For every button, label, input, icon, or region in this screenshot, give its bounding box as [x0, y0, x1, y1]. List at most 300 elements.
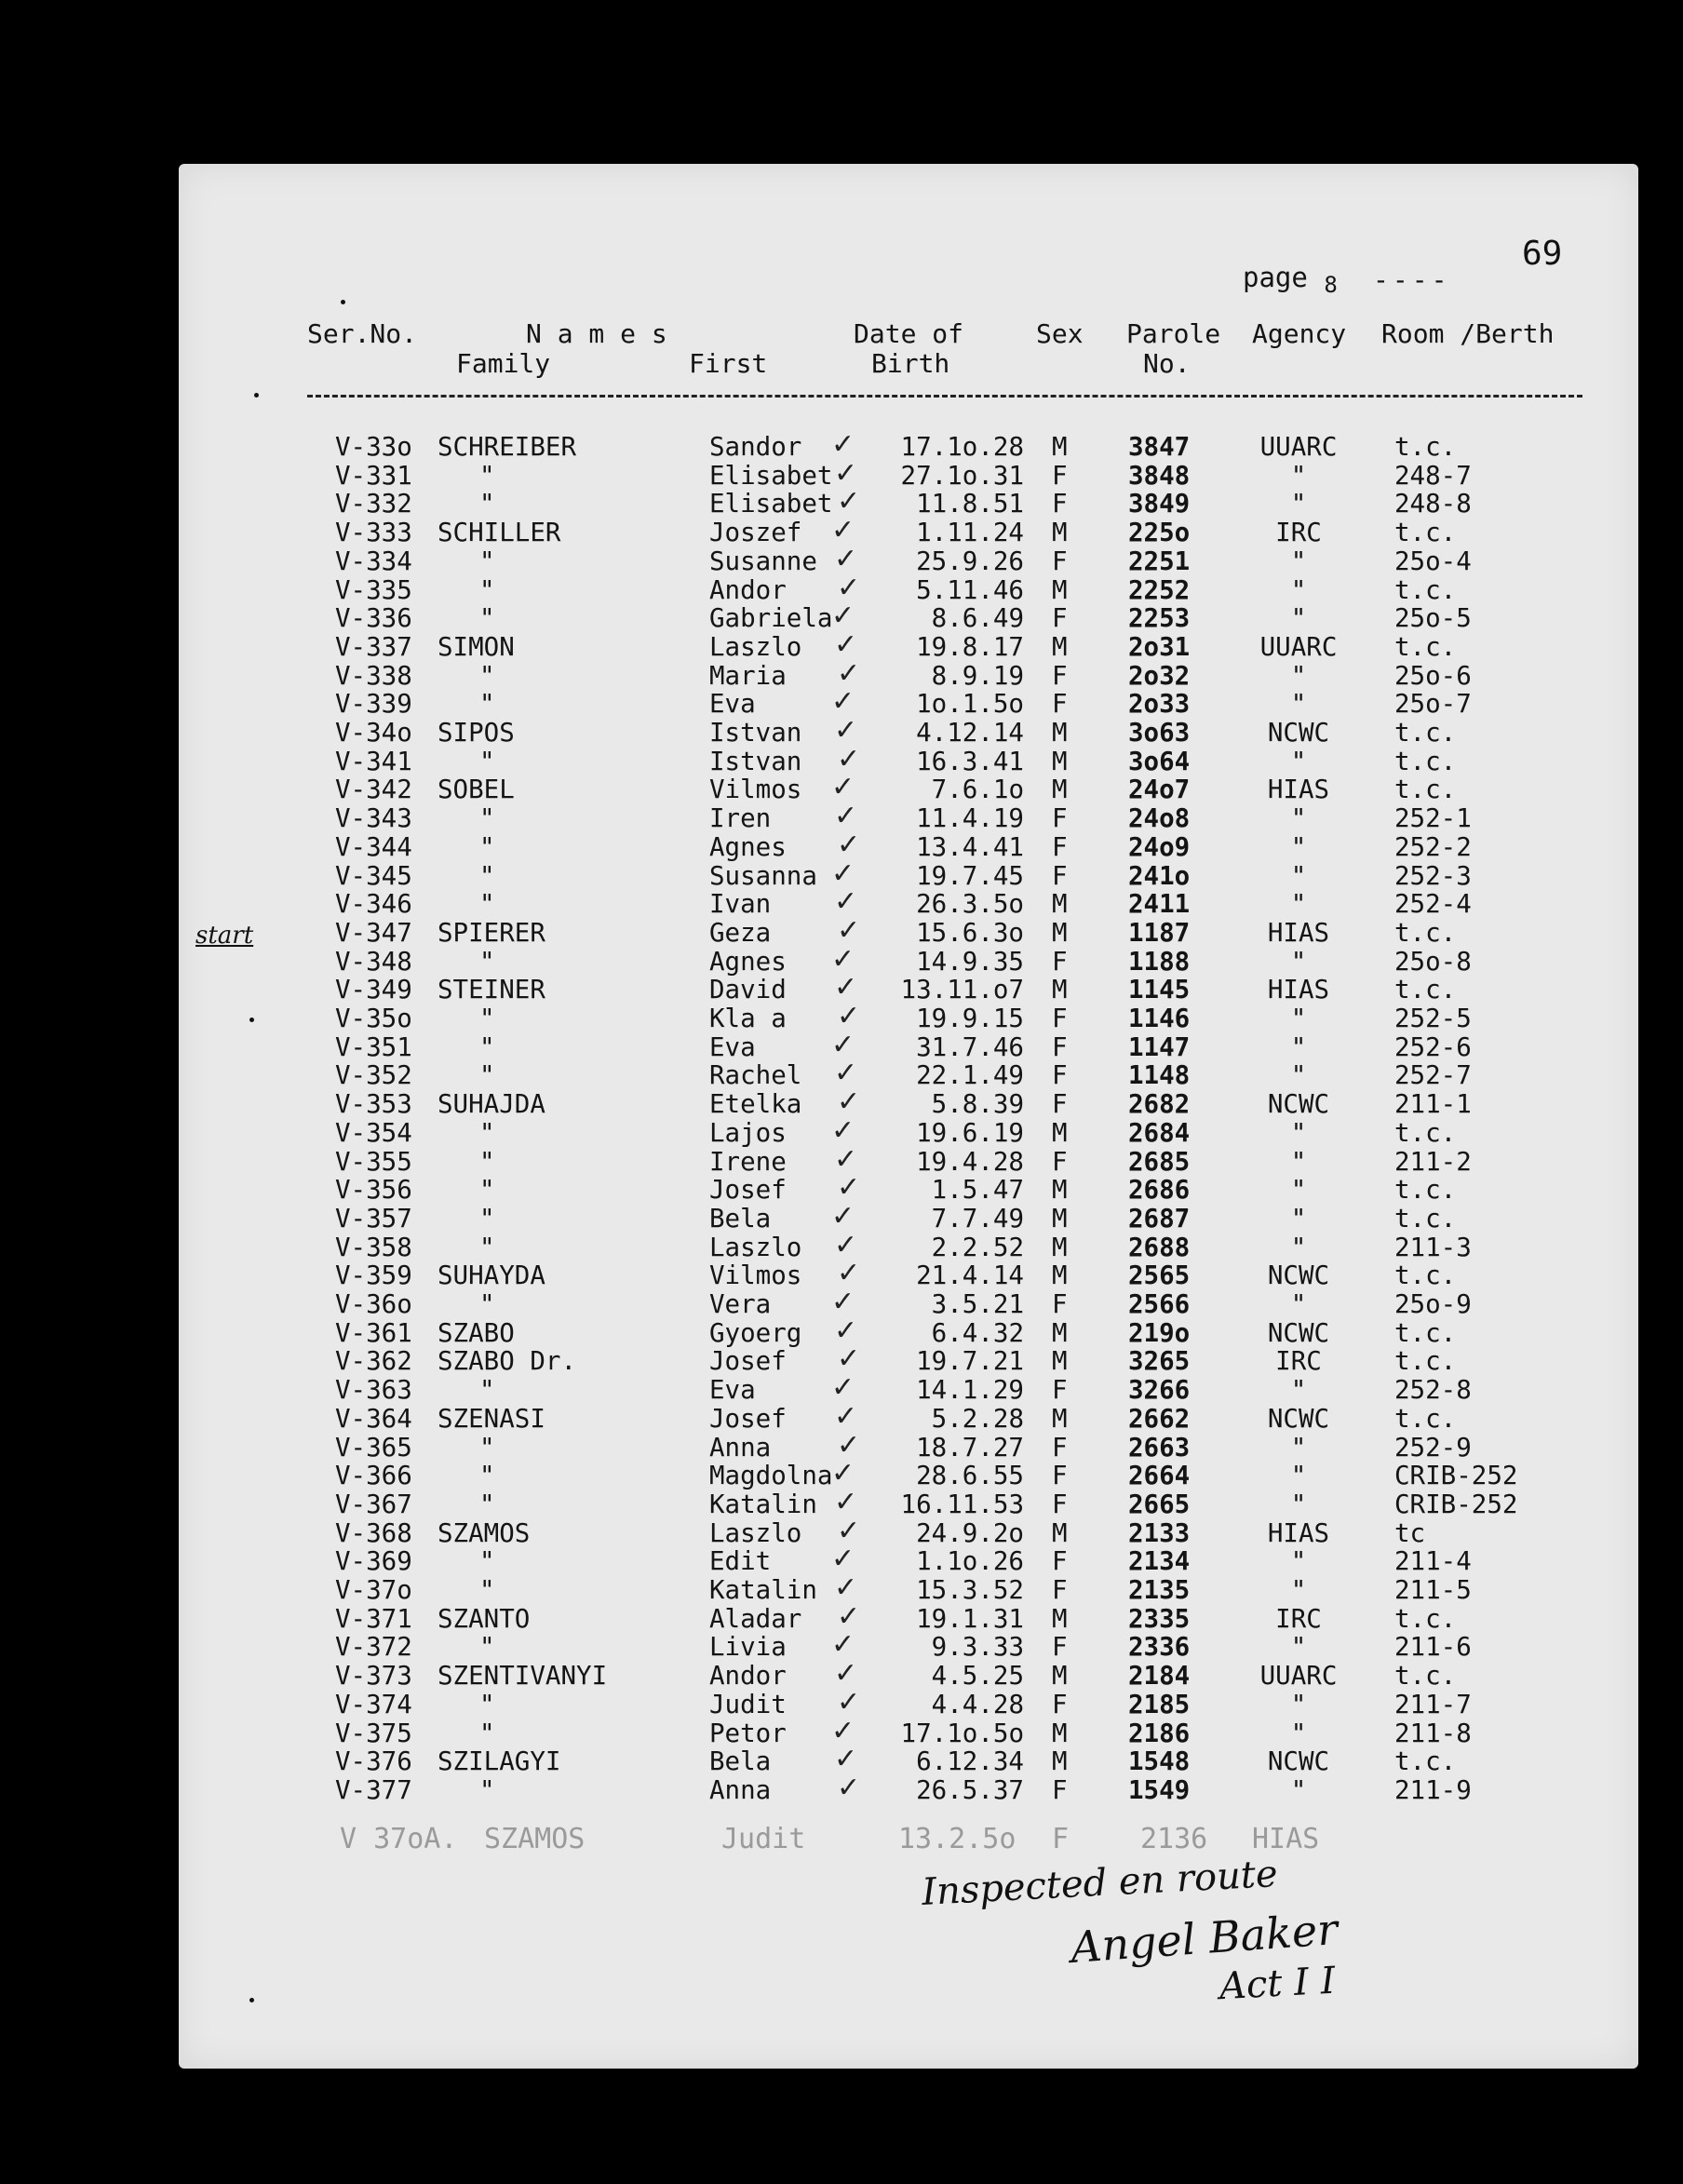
row-sex: M: [1052, 574, 1068, 605]
check-mark-icon: ✓: [834, 1142, 858, 1176]
row-agency: ": [1290, 860, 1307, 891]
row-ser-no: V-376: [335, 1746, 412, 1777]
row-agency: UUARC: [1259, 631, 1338, 662]
row-family-name: ": [479, 889, 495, 920]
row-family-name: ": [479, 1575, 495, 1605]
row-sex: F: [1052, 1575, 1068, 1605]
row-parole-no: 1549: [1128, 1774, 1191, 1805]
row-agency: ": [1290, 689, 1307, 720]
row-first-name: Elisabet: [709, 489, 833, 519]
row-parole-no: 1188: [1128, 946, 1191, 977]
row-agency: ": [1290, 1004, 1307, 1033]
page-label: [1243, 262, 1338, 298]
row-first-name: Livia: [709, 1632, 787, 1663]
pencil-row-family: SZAMOS: [484, 1823, 586, 1855]
row-parole-no: 2186: [1128, 1718, 1191, 1748]
row-ser-no: V-365: [335, 1432, 412, 1463]
check-mark-icon: ✓: [831, 856, 855, 890]
row-sex: M: [1052, 1661, 1068, 1692]
row-ser-no: V-349: [335, 975, 412, 1005]
row-family-name: ": [479, 689, 495, 720]
row-agency: IRC: [1275, 518, 1322, 548]
row-family-name: ": [479, 1004, 495, 1033]
row-ser-no: V-364: [335, 1403, 412, 1434]
row-date-of-birth: 5.2.28: [931, 1403, 1024, 1434]
check-mark-icon: ✓: [837, 1599, 861, 1633]
row-parole-no: 1146: [1128, 1004, 1191, 1033]
row-room-berth: t.c.: [1394, 1346, 1457, 1377]
row-ser-no: V-331: [335, 460, 412, 491]
row-parole-no: 2o33: [1128, 689, 1191, 720]
row-date-of-birth: 16.11.53: [900, 1489, 1024, 1519]
row-first-name: Laszlo: [709, 1517, 802, 1548]
row-agency: NCWC: [1267, 718, 1330, 748]
row-family-name: SZENTIVANYI: [438, 1661, 608, 1692]
row-room-berth: 211-3: [1394, 1232, 1472, 1262]
row-sex: M: [1052, 1261, 1068, 1291]
row-ser-no: V-36o: [335, 1289, 412, 1319]
row-first-name: Eva: [709, 1375, 756, 1406]
row-first-name: Judit: [709, 1689, 787, 1719]
row-ser-no: V-355: [335, 1146, 412, 1177]
row-ser-no: V-334: [335, 546, 412, 576]
row-agency: ": [1290, 574, 1307, 605]
row-date-of-birth: 7.6.1o: [931, 775, 1024, 805]
check-mark-icon: ✓: [831, 600, 855, 633]
row-date-of-birth: 21.4.14: [916, 1261, 1024, 1291]
check-mark-icon: ✓: [831, 1628, 855, 1662]
row-family-name: ": [479, 1718, 495, 1748]
row-first-name: Aladar: [709, 1603, 802, 1634]
row-ser-no: V-354: [335, 1117, 412, 1148]
row-agency: NCWC: [1267, 1746, 1330, 1777]
header-agency: Agency: [1252, 318, 1347, 349]
row-room-berth: t.c.: [1394, 917, 1457, 948]
row-parole-no: 2184: [1128, 1661, 1191, 1692]
row-ser-no: V-375: [335, 1718, 412, 1748]
check-mark-icon: ✓: [837, 913, 861, 947]
row-first-name: Irene: [709, 1146, 787, 1177]
check-mark-icon: ✓: [834, 1571, 858, 1604]
row-parole-no: 2185: [1128, 1689, 1191, 1719]
row-parole-no: 3o63: [1128, 718, 1191, 748]
row-room-berth: 211-5: [1394, 1575, 1472, 1605]
row-agency: ": [1290, 1289, 1307, 1319]
row-family-name: ": [479, 1461, 495, 1491]
row-date-of-birth: 14.1.29: [916, 1375, 1024, 1406]
row-agency: NCWC: [1267, 1089, 1330, 1120]
row-sex: M: [1052, 1603, 1068, 1634]
row-room-berth: 211-9: [1394, 1774, 1472, 1805]
row-ser-no: V-377: [335, 1774, 412, 1805]
check-mark-icon: ✓: [837, 1171, 861, 1205]
row-room-berth: 252-6: [1394, 1031, 1472, 1062]
row-family-name: SPIERER: [438, 917, 545, 948]
row-agency: ": [1290, 1175, 1307, 1206]
row-ser-no: V-367: [335, 1489, 412, 1519]
row-ser-no: V-362: [335, 1346, 412, 1377]
row-parole-no: 2335: [1128, 1603, 1191, 1634]
row-parole-no: 3849: [1128, 489, 1191, 519]
row-sex: F: [1052, 946, 1068, 977]
row-sex: F: [1052, 489, 1068, 519]
row-sex: F: [1052, 689, 1068, 720]
handwritten-inspected: Inspected en route: [921, 1853, 1279, 1914]
row-room-berth: 211-4: [1394, 1546, 1472, 1577]
row-first-name: Geza: [709, 917, 772, 948]
row-ser-no: V-338: [335, 660, 412, 691]
row-parole-no: 2253: [1128, 603, 1191, 634]
row-ser-no: V-337: [335, 631, 412, 662]
row-parole-no: 3266: [1128, 1375, 1191, 1406]
row-ser-no: V-336: [335, 603, 412, 634]
check-mark-icon: ✓: [831, 1714, 855, 1747]
row-room-berth: t.c.: [1394, 1203, 1457, 1234]
row-family-name: ": [479, 574, 495, 605]
row-date-of-birth: 19.7.45: [916, 860, 1024, 891]
row-agency: IRC: [1275, 1603, 1322, 1634]
row-first-name: Petor: [709, 1718, 787, 1748]
row-family-name: ": [479, 1146, 495, 1177]
check-mark-icon: ✓: [837, 1428, 861, 1462]
row-parole-no: 2251: [1128, 546, 1191, 576]
pencil-row-sex: F: [1052, 1823, 1070, 1855]
row-room-berth: 252-2: [1394, 831, 1472, 862]
row-room-berth: 252-9: [1394, 1432, 1472, 1463]
row-first-name: Josef: [709, 1175, 787, 1206]
row-agency: HIAS: [1267, 775, 1330, 805]
row-parole-no: 3847: [1128, 432, 1191, 462]
row-sex: F: [1052, 860, 1068, 891]
header-first: First: [689, 348, 768, 379]
page-of: 8: [1324, 272, 1338, 298]
row-ser-no: V-347: [335, 917, 412, 948]
header-family: Family: [456, 348, 551, 379]
row-agency: ": [1290, 1031, 1307, 1062]
row-parole-no: 2665: [1128, 1489, 1191, 1519]
row-sex: F: [1052, 831, 1068, 862]
row-first-name: Sandor: [709, 432, 802, 462]
row-parole-no: 2o31: [1128, 631, 1191, 662]
row-date-of-birth: 11.4.19: [916, 803, 1024, 834]
row-family-name: ": [479, 460, 495, 491]
row-agency: ": [1290, 1718, 1307, 1748]
row-room-berth: CRIB-252: [1394, 1461, 1518, 1491]
row-sex: M: [1052, 631, 1068, 662]
row-room-berth: 211-2: [1394, 1146, 1472, 1177]
check-mark-icon: ✓: [831, 771, 855, 804]
row-room-berth: t.c.: [1394, 1603, 1457, 1634]
table-row: [0, 1771, 1683, 1805]
row-date-of-birth: 19.8.17: [916, 631, 1024, 662]
row-agency: ": [1290, 1546, 1307, 1577]
check-mark-icon: ✓: [831, 1371, 855, 1405]
row-parole-no: 1187: [1128, 917, 1191, 948]
row-date-of-birth: 5.11.46: [916, 574, 1024, 605]
row-ser-no: V-371: [335, 1603, 412, 1634]
row-ser-no: V-342: [335, 775, 412, 805]
row-sex: F: [1052, 1146, 1068, 1177]
row-agency: ": [1290, 1774, 1307, 1805]
row-parole-no: 2684: [1128, 1117, 1191, 1148]
row-agency: ": [1290, 1232, 1307, 1262]
check-mark-icon: ✓: [831, 942, 855, 976]
check-mark-icon: ✓: [831, 1286, 855, 1318]
header-ser-no: Ser.No.: [307, 318, 418, 349]
row-room-berth: t.c.: [1394, 1746, 1457, 1777]
row-agency: ": [1290, 1432, 1307, 1463]
row-parole-no: 2252: [1128, 574, 1191, 605]
row-family-name: ": [479, 489, 495, 519]
row-room-berth: 211-7: [1394, 1689, 1472, 1719]
row-ser-no: V-351: [335, 1031, 412, 1062]
row-agency: ": [1290, 1203, 1307, 1234]
row-date-of-birth: 19.7.21: [916, 1346, 1024, 1377]
check-mark-icon: ✓: [837, 1514, 861, 1547]
row-ser-no: V-344: [335, 831, 412, 862]
row-parole-no: 2662: [1128, 1403, 1191, 1434]
row-agency: IRC: [1275, 1346, 1322, 1377]
row-first-name: Iren: [709, 803, 772, 834]
row-room-berth: 252-5: [1394, 1004, 1472, 1033]
row-agency: HIAS: [1267, 917, 1330, 948]
row-first-name: Vilmos: [709, 775, 802, 805]
row-family-name: ": [479, 1632, 495, 1663]
row-parole-no: 219o: [1128, 1317, 1191, 1348]
row-agency: HIAS: [1267, 1517, 1330, 1548]
row-ser-no: V-373: [335, 1661, 412, 1692]
check-mark-icon: ✓: [834, 1485, 858, 1518]
row-date-of-birth: 1.1o.26: [916, 1546, 1024, 1577]
scan-speck: [341, 300, 345, 304]
row-family-name: SUHAYDA: [438, 1261, 545, 1291]
header-parole-1: Parole: [1126, 318, 1221, 349]
row-family-name: ": [479, 1689, 495, 1719]
row-parole-no: 2687: [1128, 1203, 1191, 1234]
row-date-of-birth: 6.12.34: [916, 1746, 1024, 1777]
row-family-name: SOBEL: [438, 775, 515, 805]
check-mark-icon: ✓: [834, 1314, 858, 1347]
row-agency: ": [1290, 1375, 1307, 1406]
row-first-name: Josef: [709, 1403, 787, 1434]
row-date-of-birth: 22.1.49: [916, 1060, 1024, 1091]
row-first-name: Lajos: [709, 1117, 787, 1148]
row-date-of-birth: 1.5.47: [931, 1175, 1024, 1206]
row-parole-no: 2686: [1128, 1175, 1191, 1206]
row-sex: F: [1052, 1432, 1068, 1463]
row-sex: F: [1052, 603, 1068, 634]
margin-note-start: start: [195, 922, 254, 950]
row-sex: F: [1052, 1004, 1068, 1033]
row-ser-no: V-348: [335, 946, 412, 977]
header-room-berth: Room /Berth: [1381, 318, 1555, 349]
row-agency: NCWC: [1267, 1403, 1330, 1434]
pencil-row-dob: 13.2.5o: [898, 1823, 1017, 1855]
row-family-name: ": [479, 603, 495, 634]
row-agency: ": [1290, 1489, 1307, 1519]
row-ser-no: V-358: [335, 1232, 412, 1262]
row-first-name: Andor: [709, 574, 787, 605]
row-sex: F: [1052, 1089, 1068, 1120]
row-parole-no: 2411: [1128, 889, 1191, 920]
row-date-of-birth: 15.6.3o: [916, 917, 1024, 948]
row-room-berth: 252-1: [1394, 803, 1472, 834]
row-sex: F: [1052, 1060, 1068, 1091]
row-first-name: Edit: [709, 1546, 772, 1577]
handwritten-signature: Angel Baker: [1069, 1904, 1340, 1973]
row-family-name: SUHAJDA: [438, 1089, 545, 1120]
row-sex: F: [1052, 660, 1068, 691]
row-first-name: Anna: [709, 1432, 772, 1463]
row-parole-no: 2135: [1128, 1575, 1191, 1605]
check-mark-icon: ✓: [834, 1399, 858, 1433]
row-family-name: ": [479, 1117, 495, 1148]
row-date-of-birth: 17.1o.28: [900, 432, 1024, 462]
row-ser-no: V-352: [335, 1060, 412, 1091]
row-room-berth: t.c.: [1394, 1117, 1457, 1148]
row-ser-no: V-368: [335, 1517, 412, 1548]
row-parole-no: 2133: [1128, 1517, 1191, 1548]
row-agency: ": [1290, 803, 1307, 834]
row-sex: M: [1052, 1718, 1068, 1748]
row-family-name: ": [479, 1175, 495, 1206]
row-agency: ": [1290, 1461, 1307, 1491]
row-first-name: Agnes: [709, 831, 787, 862]
row-date-of-birth: 14.9.35: [916, 946, 1024, 977]
row-family-name: ": [479, 1432, 495, 1463]
row-agency: ": [1290, 660, 1307, 691]
header-parole-2: No.: [1143, 348, 1191, 379]
row-first-name: Laszlo: [709, 631, 802, 662]
row-parole-no: 2o32: [1128, 660, 1191, 691]
row-ser-no: V-363: [335, 1375, 412, 1406]
row-sex: F: [1052, 1632, 1068, 1663]
row-first-name: Susanna: [709, 860, 817, 891]
row-parole-no: 24o7: [1128, 775, 1191, 805]
row-sex: M: [1052, 975, 1068, 1005]
row-agency: NCWC: [1267, 1261, 1330, 1291]
row-first-name: Gyoerg: [709, 1317, 802, 1348]
row-family-name: SZENASI: [438, 1403, 545, 1434]
row-parole-no: 2336: [1128, 1632, 1191, 1663]
row-room-berth: 25o-8: [1394, 946, 1472, 977]
row-ser-no: V-366: [335, 1461, 412, 1491]
row-parole-no: 24o9: [1128, 831, 1191, 862]
row-room-berth: 25o-6: [1394, 660, 1472, 691]
row-room-berth: 211-6: [1394, 1632, 1472, 1663]
row-ser-no: V-335: [335, 574, 412, 605]
row-date-of-birth: 13.11.o7: [900, 975, 1024, 1005]
row-agency: ": [1290, 460, 1307, 491]
row-date-of-birth: 4.4.28: [931, 1689, 1024, 1719]
row-first-name: Istvan: [709, 746, 802, 776]
row-first-name: Agnes: [709, 946, 787, 977]
row-room-berth: t.c.: [1394, 1317, 1457, 1348]
row-date-of-birth: 31.7.46: [916, 1031, 1024, 1062]
row-sex: F: [1052, 1461, 1068, 1491]
row-date-of-birth: 8.6.49: [931, 603, 1024, 634]
row-room-berth: 252-3: [1394, 860, 1472, 891]
row-ser-no: V-372: [335, 1632, 412, 1663]
row-agency: UUARC: [1259, 1661, 1338, 1692]
row-ser-no: V-343: [335, 803, 412, 834]
scan-speck: [249, 1018, 254, 1022]
row-ser-no: V-359: [335, 1261, 412, 1291]
row-sex: M: [1052, 1117, 1068, 1148]
row-sex: F: [1052, 1031, 1068, 1062]
row-room-berth: tc: [1394, 1517, 1426, 1548]
check-mark-icon: ✓: [837, 1342, 861, 1376]
row-date-of-birth: 1.11.24: [916, 518, 1024, 548]
row-agency: UUARC: [1259, 432, 1338, 462]
check-mark-icon: ✓: [834, 714, 858, 747]
row-room-berth: t.c.: [1394, 1661, 1457, 1692]
row-room-berth: t.c.: [1394, 518, 1457, 548]
row-date-of-birth: 26.5.37: [916, 1774, 1024, 1805]
row-family-name: ": [479, 660, 495, 691]
row-sex: F: [1052, 1489, 1068, 1519]
row-first-name: Etelka: [709, 1089, 802, 1120]
row-family-name: SZANTO: [438, 1603, 531, 1634]
row-family-name: ": [479, 1774, 495, 1805]
row-sex: F: [1052, 1289, 1068, 1319]
row-family-name: SZAMOS: [438, 1517, 531, 1548]
check-mark-icon: ✓: [837, 1000, 861, 1032]
row-sex: M: [1052, 1403, 1068, 1434]
pencil-row-agency: HIAS: [1252, 1823, 1320, 1855]
row-date-of-birth: 3.5.21: [931, 1289, 1024, 1319]
row-first-name: Kla a: [709, 1004, 787, 1033]
row-ser-no: V-361: [335, 1317, 412, 1348]
row-room-berth: 25o-5: [1394, 603, 1472, 634]
row-first-name: Andor: [709, 1661, 787, 1692]
row-agency: ": [1290, 1632, 1307, 1663]
check-mark-icon: ✓: [837, 1685, 861, 1719]
check-mark-icon: ✓: [834, 1657, 858, 1691]
row-family-name: ": [479, 1232, 495, 1262]
row-room-berth: 248-8: [1394, 489, 1472, 519]
row-first-name: Elisabet: [709, 460, 833, 491]
row-parole-no: 1148: [1128, 1060, 1191, 1091]
check-mark-icon: ✓: [834, 1743, 858, 1776]
row-family-name: ": [479, 1031, 495, 1062]
row-family-name: ": [479, 746, 495, 776]
row-date-of-birth: 2.2.52: [931, 1232, 1024, 1262]
row-room-berth: 211-8: [1394, 1718, 1472, 1748]
row-family-name: ": [479, 1203, 495, 1234]
row-ser-no: V-353: [335, 1089, 412, 1120]
row-family-name: ": [479, 803, 495, 834]
row-agency: ": [1290, 1689, 1307, 1719]
row-ser-no: V-37o: [335, 1575, 412, 1605]
row-room-berth: CRIB-252: [1394, 1489, 1518, 1519]
row-ser-no: V-332: [335, 489, 412, 519]
row-first-name: David: [709, 975, 787, 1005]
check-mark-icon: ✓: [837, 1257, 861, 1290]
row-family-name: SZABO Dr.: [438, 1346, 577, 1377]
header-names: N a m e s: [526, 318, 667, 349]
check-mark-icon: ✓: [834, 800, 858, 833]
row-room-berth: t.c.: [1394, 975, 1457, 1005]
row-ser-no: V-369: [335, 1546, 412, 1577]
row-family-name: ": [479, 1546, 495, 1577]
row-sex: M: [1052, 917, 1068, 948]
pencil-row-parole: 2136: [1140, 1823, 1208, 1855]
check-mark-icon: ✓: [837, 656, 861, 690]
row-first-name: Bela: [709, 1203, 772, 1234]
row-agency: ": [1290, 889, 1307, 920]
row-date-of-birth: 19.4.28: [916, 1146, 1024, 1177]
